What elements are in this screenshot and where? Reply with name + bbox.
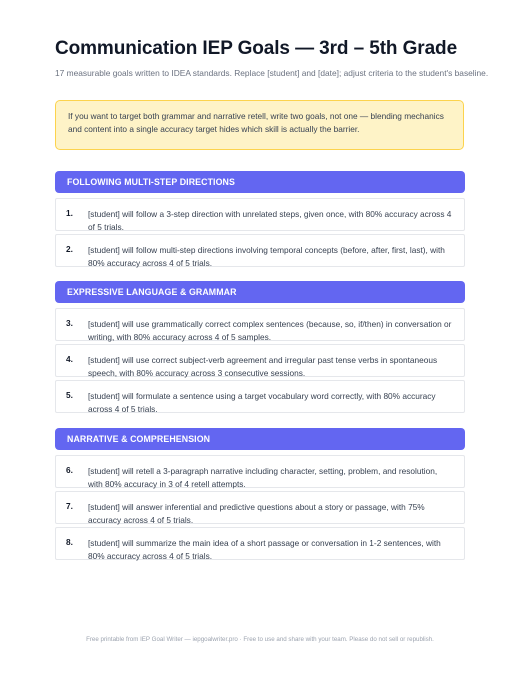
goal-number: 2.: [66, 244, 73, 254]
goal-text: [student] will use grammatically correct complex sentences (because, so, if/then) in conversation or writing, with 80% accuracy across 4 of 5 samples.: [88, 319, 452, 342]
goal-number: 8.: [66, 537, 73, 547]
section-expressive-language: [55, 281, 465, 413]
goal-item: [55, 455, 465, 488]
tip-callout: If you want to target both grammar and narrative retell, write two goals, not one — blending mechanics and content into a single accuracy target hides which skill is actually the barrier.: [55, 100, 464, 150]
goal-text: [student] will formulate a sentence using a target vocabulary word correctly, with 80% accuracy across 4 of 5 trials.: [88, 391, 436, 414]
goal-text: [student] will use correct subject-verb agreement and irregular past tense verbs in spontaneous speech, with 80% accuracy across 3 consecutive sessions.: [88, 355, 438, 378]
section-header: FOLLOWING MULTI-STEP DIRECTIONS: [55, 171, 465, 193]
goal-item: [55, 527, 465, 560]
goal-number: 5.: [66, 390, 73, 400]
goal-text: [student] will follow multi-step directions involving temporal concepts (before, after, first, last), with 80% accuracy across 4 of 5 trials.: [88, 245, 445, 268]
goal-number: 4.: [66, 354, 73, 364]
goal-item: [55, 198, 465, 231]
section-header: NARRATIVE & COMPREHENSION: [55, 428, 465, 450]
goal-number: 1.: [66, 208, 73, 218]
goal-item: [55, 380, 465, 413]
goal-item: [55, 344, 465, 377]
page-footer: Free printable from IEP Goal Writer — iepgoalwriter.pro · Free to use and share with your team. Please do not sell or republish.: [86, 636, 434, 643]
goal-text: [student] will answer inferential and predictive questions about a story or passage, with 75% accuracy across 4 of 5 trials.: [88, 502, 425, 525]
goal-number: 3.: [66, 318, 73, 328]
goal-number: 6.: [66, 465, 73, 475]
goal-text: [student] will retell a 3-paragraph narrative including character, setting, problem, and resolution, with 80% accuracy in 3 of 4 retell attempts.: [88, 466, 438, 489]
goal-number: 7.: [66, 501, 73, 511]
page-subtitle: 17 measurable goals written to IDEA standards. Replace [student] and [date]; adjust criteria to the student's baseline.: [55, 68, 489, 78]
section-narrative-comprehension: [55, 428, 465, 560]
goal-item: [55, 491, 465, 524]
goal-item: [55, 308, 465, 341]
goal-text: [student] will follow a 3-step direction with unrelated steps, given once, with 80% accuracy across 4 of 5 trials.: [88, 209, 452, 232]
goal-item: [55, 234, 465, 267]
section-following-directions: [55, 171, 465, 267]
section-header: EXPRESSIVE LANGUAGE & GRAMMAR: [55, 281, 465, 303]
page-title: Communication IEP Goals — 3rd – 5th Grade: [55, 38, 458, 59]
goal-text: [student] will summarize the main idea of a short passage or conversation in 1-2 sentences, with 80% accuracy across 4 of 5 trials.: [88, 538, 441, 561]
